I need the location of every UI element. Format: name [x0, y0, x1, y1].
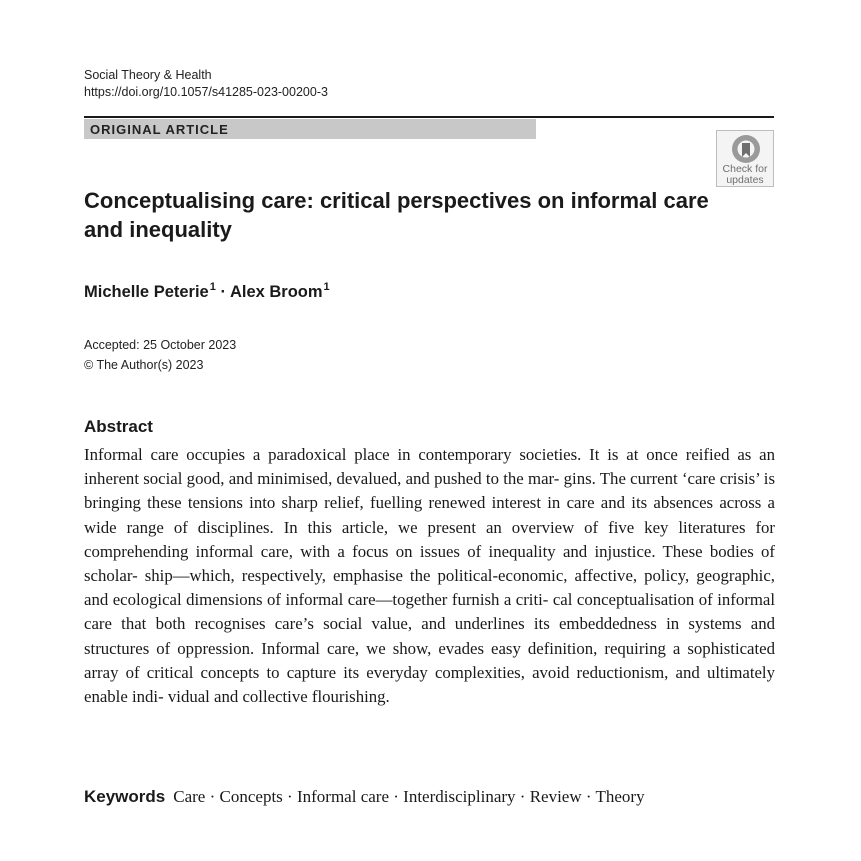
author-separator: · [220, 283, 226, 301]
keyword-separator: · [581, 787, 596, 806]
author-name[interactable]: Michelle Peterie [84, 283, 209, 301]
keyword-item[interactable]: Concepts [219, 787, 283, 806]
author-name[interactable]: Alex Broom [229, 283, 323, 301]
keywords-label: Keywords [84, 787, 166, 806]
abstract-line: article, we present an overview of five key literatures for comprehending informal [84, 517, 776, 561]
abstract-line: gins. The current ‘care crisis’ is bringing these tensions into sharp relief, fuelling [84, 469, 775, 513]
keyword-separator: · [282, 787, 297, 806]
author-list [84, 281, 330, 302]
keyword-separator: · [389, 787, 404, 806]
author-affiliation: 1 [323, 281, 330, 293]
check-for-updates-badge[interactable] [716, 130, 774, 187]
journal-name: Social Theory & Health [84, 68, 212, 82]
copyright-notice: © The Author(s) 2023 [84, 358, 204, 372]
keyword-item[interactable]: Review [529, 787, 582, 806]
abstract-line: geographic, and ecological dimensions of informal care—together furnish a criti- [84, 566, 775, 610]
abstract-body [84, 443, 775, 709]
author-affiliation: 1 [209, 281, 216, 293]
keyword-item[interactable]: Informal care [296, 787, 389, 806]
abstract-line: we show, evades easy definition, requiring a sophisticated array of critical concepts [84, 638, 776, 682]
abstract-line: care, with a focus on issues of inequality and injustice. These bodies of scholar- [84, 541, 776, 586]
check-for-updates-label: Check for updates [722, 163, 768, 186]
header-rule [84, 116, 774, 118]
abstract-line: Informal care occupies a paradoxical place in contemporary societies. It is at once [84, 445, 678, 464]
keywords [84, 787, 645, 807]
abstract-heading: Abstract [84, 417, 153, 436]
keyword-item[interactable]: Interdisciplinary [403, 787, 516, 806]
keyword-separator: · [515, 787, 530, 806]
abstract-line: vidual and collective flourishing. [167, 687, 390, 707]
abstract-line: cal conceptualisation of informal care that both recognises care’s social value, and [84, 590, 775, 634]
journal-header [84, 67, 328, 101]
crossmark-icon [731, 134, 761, 164]
publication-dates [84, 335, 236, 375]
abstract-line: renewed interest in care and its absences across a wide range of disciplines. In this [84, 493, 775, 537]
article-type-banner: ORIGINAL ARTICLE [84, 119, 536, 139]
abstract-line: ship—which, respectively, emphasise the political-economic, affective, policy, [144, 566, 690, 586]
abstract-line: to capture its everyday complexities, avoid reductionism, and ultimately enable indi- [84, 662, 775, 707]
accepted-date: Accepted: 25 October 2023 [84, 338, 237, 352]
keyword-item[interactable]: Care [173, 787, 206, 806]
abstract-line: underlines its embeddedness in systems and structures of oppression. Informal care, [84, 614, 775, 658]
doi-link[interactable]: https://doi.org/10.1057/s41285-023-00200-3 [84, 85, 328, 99]
keyword-separator: · [205, 787, 220, 806]
keyword-item[interactable]: Theory [595, 787, 645, 806]
abstract-line: reified as an inherent social good, and minimised, devalued, and pushed to the mar- [84, 445, 776, 489]
article-title: Conceptualising care: critical perspectives on informal care and inequality [84, 188, 709, 242]
